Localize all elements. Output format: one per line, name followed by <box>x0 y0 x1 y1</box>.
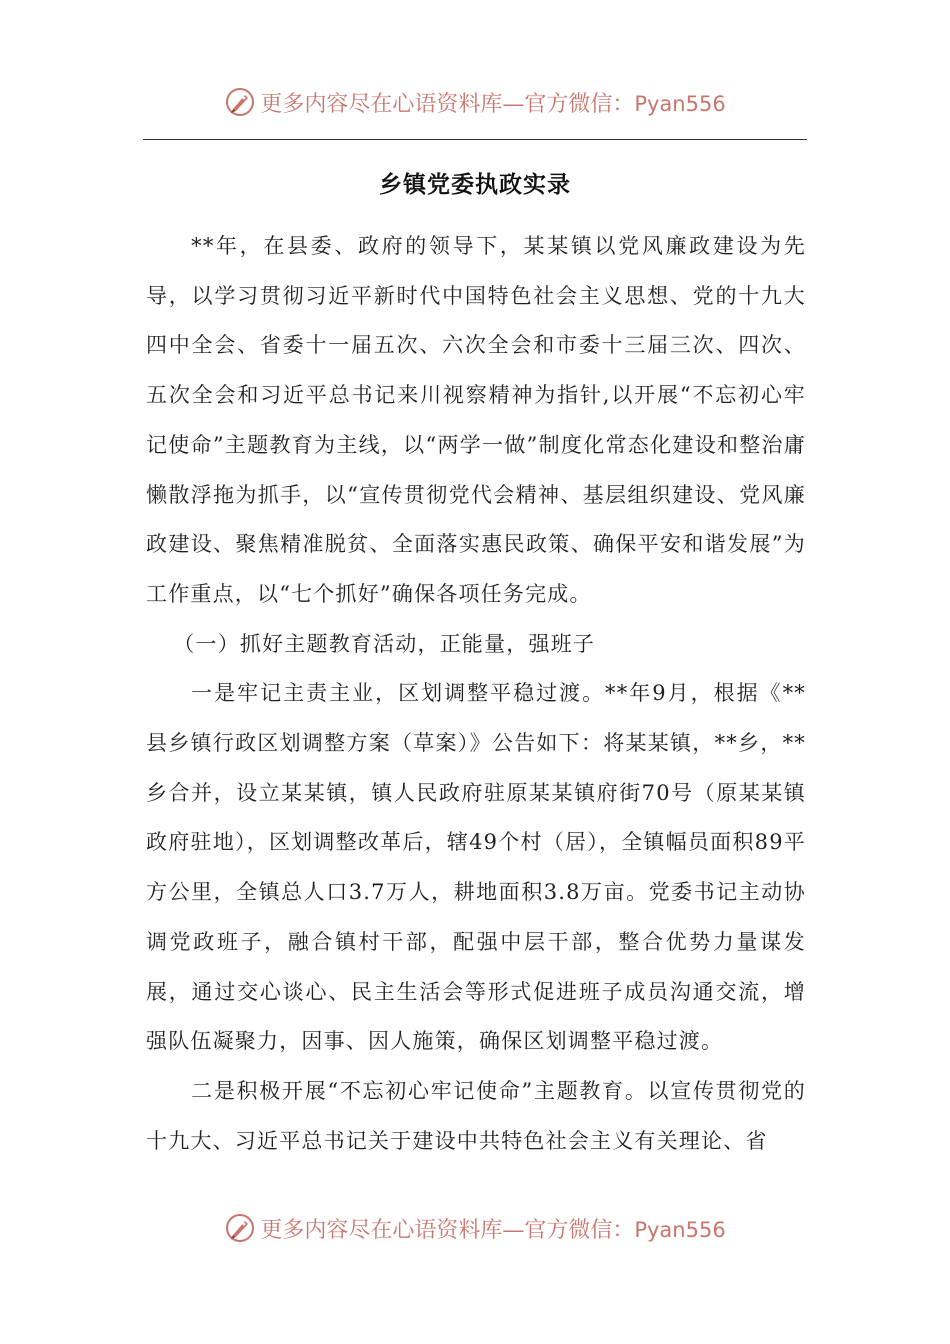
header-watermark <box>0 82 950 122</box>
section-heading: （一）抓好主题教育活动，正能量，强班子 <box>173 631 596 656</box>
document-body <box>146 222 806 1166</box>
footer-watermark <box>0 1208 950 1248</box>
paragraph: 一是牢记主责主业，区划调整平稳过渡。**年9月，根据《**县乡镇行政区划调整方案（草案）》公告如下：将某某镇，**乡，**乡合并，设立某某镇，镇人民政府驻原某某镇府街70号（原某某镇政府驻地），区划调整改革后，辖49个村（居），全镇幅员面积89平方公里，全镇总人口3.7万人，耕地面积3.8万亩。党委书记主动协调党政班子，融合镇村干部，配强中层干部，整合优势力量谋发展，通过交心谈心、民主生活会等形式促进班子成员沟通交流，增强队伍凝聚力，因事、因人施策，确保区划调整平稳过渡。 <box>146 681 806 1054</box>
paragraph: **年，在县委、政府的领导下，某某镇以党风廉政建设为先导，以学习贯彻习近平新时代中国特色社会主义思想、党的十九大四中全会、省委十一届五次、六次全会和市委十三届三次、四次、五次全会和习近平总书记来川视察精神为指针,以开展“不忘初心牢记使命”主题教育为主线，以“两学一做”制度化常态化建设和整治庸懒散浮拖为抓手，以“宣传贯彻党代会精神、基层组织建设、党风廉政建设、聚焦精准脱贫、全面落实惠民政策、确保平安和谐发展”为工作重点，以“七个抓好”确保各项任务完成。 <box>146 234 806 606</box>
document-title: 乡镇党委执政实录 <box>379 171 571 198</box>
watermark-text: 更多内容尽在心语资料库—官方微信：Pyan556 <box>260 91 726 117</box>
pen-nib-logo-icon <box>224 86 256 118</box>
header-divider <box>143 139 807 140</box>
watermark-text: 更多内容尽在心语资料库—官方微信：Pyan556 <box>260 1217 726 1243</box>
paragraph: 二是积极开展“不忘初心牢记使命”主题教育。以宣传贯彻党的十九大、习近平总书记关于建设中共特色社会主义有关理论、省 <box>146 1078 806 1153</box>
pen-nib-logo-icon <box>224 1212 256 1244</box>
